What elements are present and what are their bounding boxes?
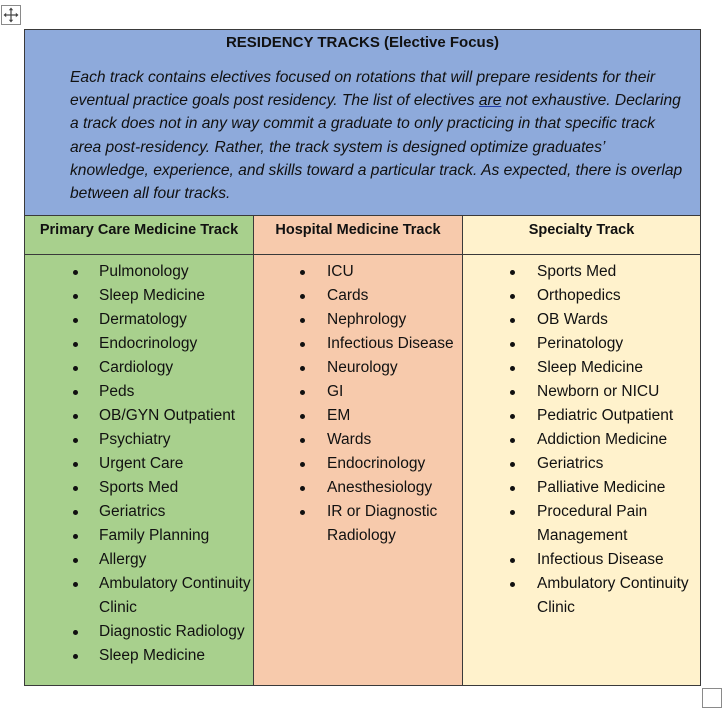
primary-care-list <box>25 260 253 668</box>
list-item: EM <box>254 404 462 428</box>
list-item: Urgent Care <box>25 452 253 476</box>
primary-care-column <box>25 255 254 685</box>
column-header-specialty: Specialty Track <box>463 216 700 255</box>
list-item: Endocrinology <box>25 332 253 356</box>
list-item: Orthopedics <box>463 284 700 308</box>
hospital-medicine-list <box>254 260 462 548</box>
list-item: Cards <box>254 284 462 308</box>
list-item: Cardiology <box>25 356 253 380</box>
table-title: RESIDENCY TRACKS (Elective Focus) <box>225 34 500 51</box>
list-item: Sports Med <box>25 476 253 500</box>
list-item: Sleep Medicine <box>463 356 700 380</box>
list-item: Procedural Pain Management <box>463 500 700 548</box>
table-resize-handle-icon[interactable] <box>702 688 722 708</box>
table-move-handle-icon[interactable] <box>1 5 21 25</box>
residency-tracks-table <box>24 29 701 686</box>
list-item: Infectious Disease <box>463 548 700 572</box>
list-item: Pediatric Outpatient <box>463 404 700 428</box>
list-item: Dermatology <box>25 308 253 332</box>
column-header-primary-care: Primary Care Medicine Track <box>25 216 254 255</box>
specialty-column <box>463 255 700 685</box>
list-item: Perinatology <box>463 332 700 356</box>
list-item: GI <box>254 380 462 404</box>
list-item: IR or Diagnostic Radiology <box>254 500 462 548</box>
list-item: Nephrology <box>254 308 462 332</box>
intro-paragraph <box>70 66 685 205</box>
intro-text-end: not exhaustive. Declaring a track does not in any way commit a graduate to only practicing in that specific track area post-residency. Rather, the track system is designed optimize graduates’ knowledge, experience, and skills toward a particular track. As expected, there is overlap between all four tracks. <box>70 92 683 203</box>
list-item: Geriatrics <box>463 452 700 476</box>
table-header-cell <box>25 30 700 216</box>
list-item: Newborn or NICU <box>463 380 700 404</box>
intro-text-start: Each track contains electives focused on rotations that will prepare residents for their eventual practice goals post residency. The list of electives <box>70 69 656 110</box>
list-item: Palliative Medicine <box>463 476 700 500</box>
list-item: Wards <box>254 428 462 452</box>
list-item: Allergy <box>25 548 253 572</box>
list-item: Sleep Medicine <box>25 644 253 668</box>
column-header-hospital-medicine: Hospital Medicine Track <box>254 216 463 255</box>
hospital-medicine-column <box>254 255 463 685</box>
list-item: Psychiatry <box>25 428 253 452</box>
list-item: Infectious Disease <box>254 332 462 356</box>
list-item: OB Wards <box>463 308 700 332</box>
list-item: Pulmonology <box>25 260 253 284</box>
list-item: Neurology <box>254 356 462 380</box>
list-item: Addiction Medicine <box>463 428 700 452</box>
list-item: Sleep Medicine <box>25 284 253 308</box>
list-item: Family Planning <box>25 524 253 548</box>
list-item: Endocrinology <box>254 452 462 476</box>
list-item: Ambulatory Continuity Clinic <box>463 572 700 620</box>
list-item: ICU <box>254 260 462 284</box>
list-item: Peds <box>25 380 253 404</box>
list-item: Geriatrics <box>25 500 253 524</box>
intro-underlined-word: are <box>478 92 502 110</box>
list-item: Ambulatory Continuity Clinic <box>25 572 253 620</box>
list-item: Anesthesiology <box>254 476 462 500</box>
move-arrows-icon <box>3 7 19 23</box>
list-item: OB/GYN Outpatient <box>25 404 253 428</box>
specialty-list <box>463 260 700 620</box>
list-item: Sports Med <box>463 260 700 284</box>
list-item: Diagnostic Radiology <box>25 620 253 644</box>
